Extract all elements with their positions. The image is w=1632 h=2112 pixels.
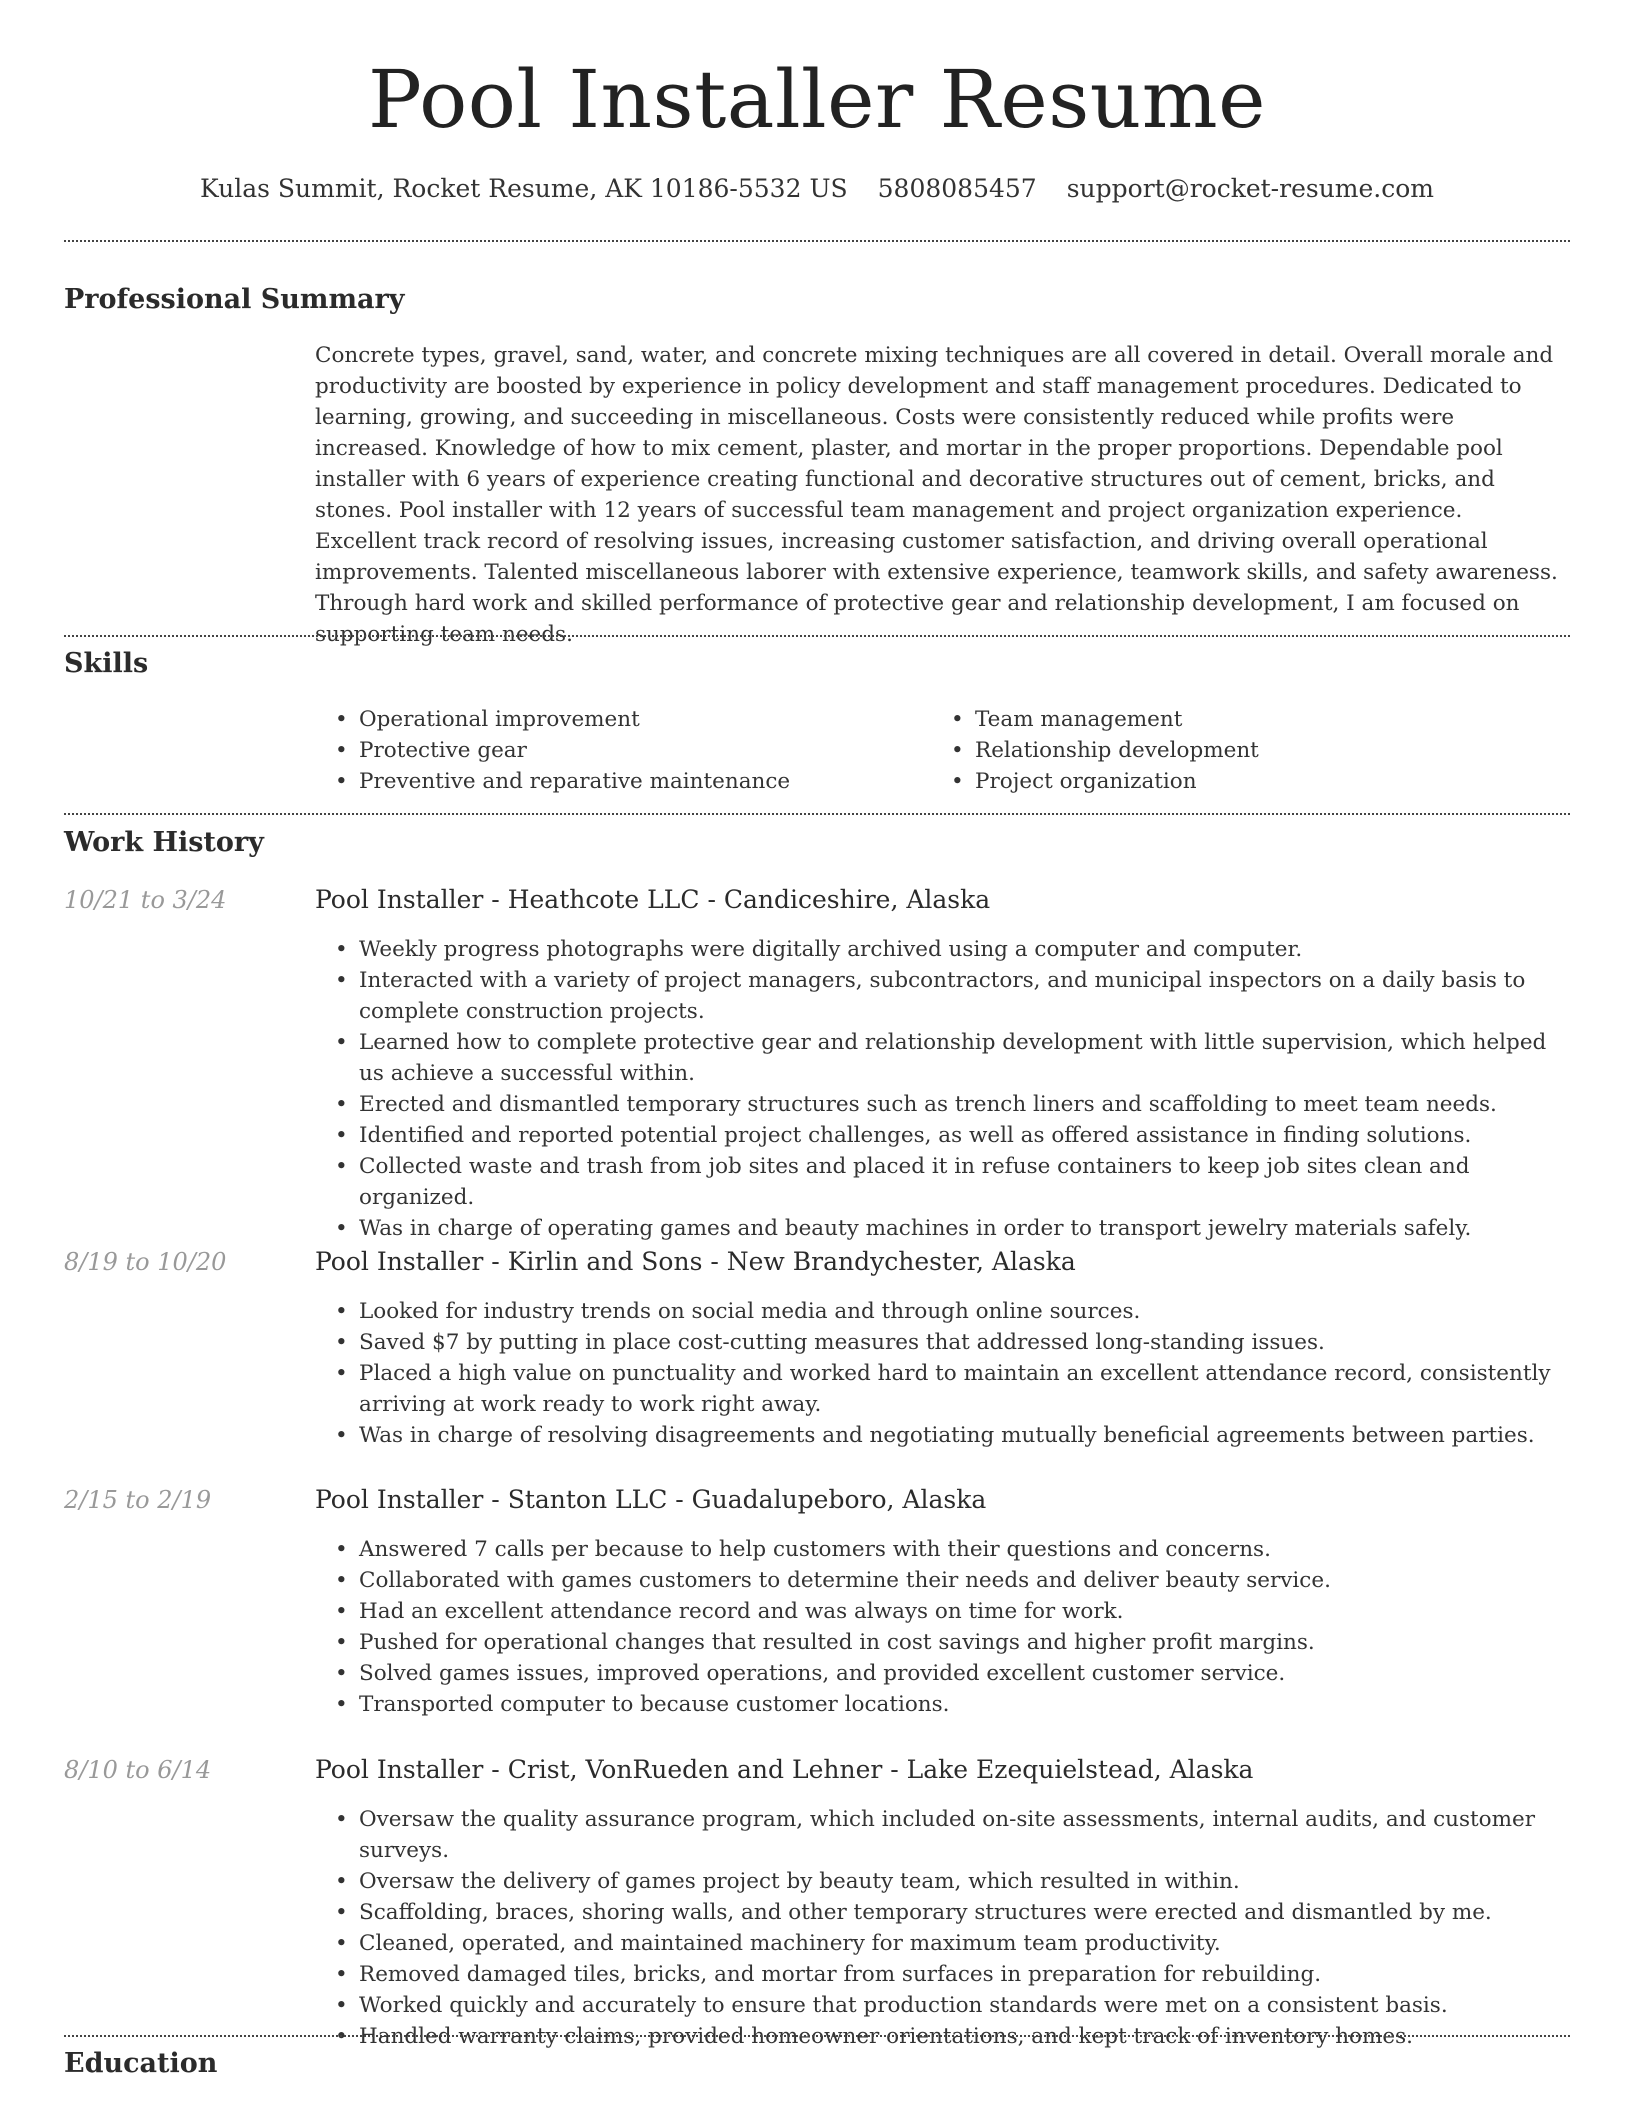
job-bullet: • Handled warranty claims, provided homeowner orientations, and kept track of inventory homes. [315,2021,1570,2052]
job-bullet: • Pushed for operational changes that resulted in cost savings and higher profit margins. [315,1627,1570,1658]
job-bullet: • Collaborated with games customers to determine their needs and deliver beauty service. [315,1565,1570,1596]
job-title: Pool Installer - Heathcote LLC - Candiceshire, Alaska [315,885,991,914]
skill-item: • Relationship development [931,735,1547,766]
job-bullet: • Placed a high value on punctuality and worked hard to maintain an excellent attendance record, consistently arriving at work ready to work right away. [315,1358,1570,1420]
skills-column-left [315,704,931,797]
job-bullet: • Had an excellent attendance record and was always on time for work. [315,1596,1570,1627]
job-bullet: • Oversaw the quality assurance program, which included on-site assessments, internal audits, and customer surveys. [315,1804,1570,1866]
skill-item: • Team management [931,704,1547,735]
section-heading-work-history: Work History [64,827,264,858]
section-heading-summary: Professional Summary [64,284,405,315]
job-bullet: • Transported computer to because customer locations. [315,1689,1570,1720]
contact-address: Kulas Summit, Rocket Resume, AK 10186-5532 US [199,174,848,203]
section-heading-education: Education [64,2048,218,2079]
job-bullet: • Worked quickly and accurately to ensure that production standards were met on a consistent basis. [315,1990,1570,2021]
job-dates: 8/10 to 6/14 [64,1756,212,1784]
divider [64,240,1570,242]
job-bullet: • Scaffolding, braces, shoring walls, and other temporary structures were erected and dismantled by me. [315,1897,1570,1928]
job-bullet: • Erected and dismantled temporary structures such as trench liners and scaffolding to meet team needs. [315,1089,1570,1120]
page-title: Pool Installer Resume [368,53,1266,146]
job-dates: 2/15 to 2/19 [64,1486,212,1514]
skill-item: • Preventive and reparative maintenance [315,766,931,797]
skill-item: • Operational improvement [315,704,931,735]
job-dates: 10/21 to 3/24 [64,886,227,914]
contact-line [64,172,1570,206]
job-bullets [315,1804,1570,2052]
job-bullets [315,1534,1570,1720]
job-bullet: • Cleaned, operated, and maintained machinery for maximum team productivity. [315,1928,1570,1959]
job-bullet: • Oversaw the delivery of games project by beauty team, which resulted in within. [315,1866,1570,1897]
skill-item: • Protective gear [315,735,931,766]
job-dates: 8/19 to 10/20 [64,1248,227,1276]
contact-email: support@rocket-resume.com [1066,174,1435,203]
job-bullets [315,934,1570,1244]
job-bullet: • Saved $7 by putting in place cost-cutting measures that addressed long-standing issues. [315,1327,1570,1358]
divider [64,813,1570,815]
job-bullet: • Answered 7 calls per because to help customers with their questions and concerns. [315,1534,1570,1565]
job-title: Pool Installer - Kirlin and Sons - New Brandychester, Alaska [315,1247,1076,1276]
skill-item: • Project organization [931,766,1547,797]
job-bullet: • Interacted with a variety of project managers, subcontractors, and municipal inspectors on a daily basis to complete construction projects. [315,965,1570,1027]
skills-column-right [931,704,1547,797]
job-bullet: • Removed damaged tiles, bricks, and mortar from surfaces in preparation for rebuilding. [315,1959,1570,1990]
contact-phone: 5808085457 [877,174,1037,203]
job-bullet: • Solved games issues, improved operations, and provided excellent customer service. [315,1658,1570,1689]
job-bullet: • Learned how to complete protective gear and relationship development with little supervision, which helped us achieve a successful within. [315,1027,1570,1089]
job-bullet: • Looked for industry trends on social media and through online sources. [315,1296,1570,1327]
job-title: Pool Installer - Crist, VonRueden and Lehner - Lake Ezequielstead, Alaska [315,1755,1254,1784]
divider [64,2035,1570,2037]
job-bullet: • Weekly progress photographs were digitally archived using a computer and computer. [315,934,1570,965]
job-bullet: • Was in charge of resolving disagreements and negotiating mutually beneficial agreements between parties. [315,1420,1570,1451]
divider [64,635,1570,637]
skills-list [315,704,1570,797]
job-bullet: • Was in charge of operating games and beauty machines in order to transport jewelry materials safely. [315,1213,1570,1244]
job-bullet: • Identified and reported potential project challenges, as well as offered assistance in finding solutions. [315,1120,1570,1151]
section-heading-skills: Skills [64,648,149,679]
summary-text: Concrete types, gravel, sand, water, and concrete mixing techniques are all covered in detail. Overall morale and productivity are boosted by experience in policy development and staff management procedures. Dedicated to learning, growing, and succeeding in miscellaneous. Costs were consistently reduced while profits were increased. Knowledge of how to mix cement, plaster, and mortar in the proper proportions. Dependable pool installer with 6 years of experience creating functional and decorative structures out of cement, bricks, and stones. Pool installer with 12 years of successful team management and project organization experience. Excellent track record of resolving issues, increasing customer satisfaction, and driving overall operational improvements. Talented miscellaneous laborer with extensive experience, teamwork skills, and safety awareness. Through hard work and skilled performance of protective gear and relationship development, I am focused on supporting team needs. [315,343,1558,647]
job-bullet: • Collected waste and trash from job sites and placed it in refuse containers to keep job sites clean and organized. [315,1151,1570,1213]
job-title: Pool Installer - Stanton LLC - Guadalupeboro, Alaska [315,1485,987,1514]
job-bullets [315,1296,1570,1451]
